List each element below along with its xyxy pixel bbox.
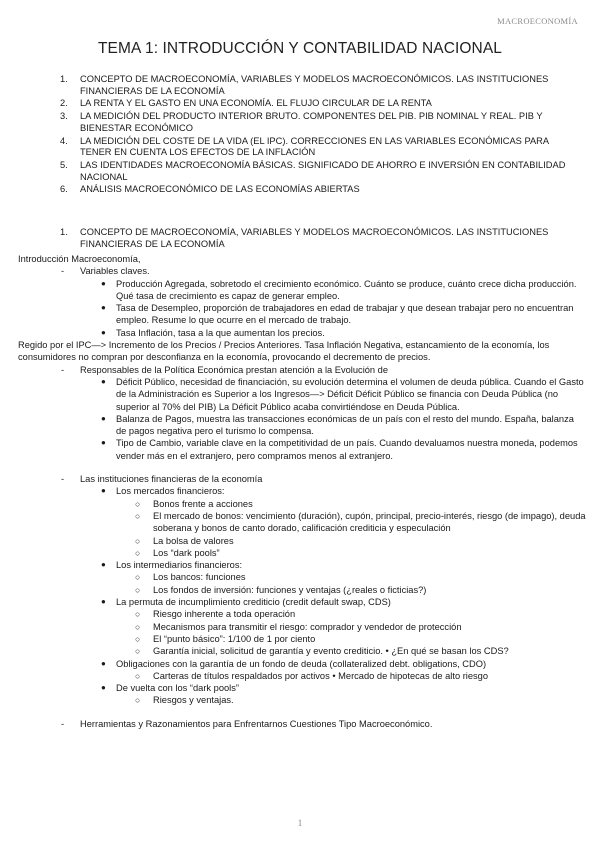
bullet-item: ● Producción Agregada, sobretodo el crecimiento económico. Cuánto se produce, cuánto crece dicha producción. Qué tasa de crecimiento es capaz de generar empleo. [101, 278, 577, 301]
bullet-icon: ● [101, 438, 106, 448]
circle-bullet-icon: ○ [135, 609, 141, 620]
sub-bullet-item: ○ Garantía inicial, solicitud de garantía y evento crediticio. • ¿En qué se basan los CDS? [135, 646, 509, 657]
circle-bullet-icon: ○ [135, 670, 141, 681]
bullet-item: ● De vuelta con los “dark pools” [101, 683, 239, 694]
table-of-contents [60, 74, 580, 197]
sub-bullet-item: ○ La bolsa de valores [135, 535, 234, 546]
sub-bullet-item: ○ El mercado de bonos: vencimiento (duración), cupón, principal, precio-interés, riesgo (de impago), deuda soberana y bonos de canto dorado, calificación crediticia y especulación [135, 510, 586, 534]
circle-bullet-icon: ○ [135, 498, 141, 509]
bullet-item: ● Los intermediarios financieros: [101, 560, 243, 571]
bullet-icon: ● [101, 413, 106, 423]
bullet-icon: ● [101, 278, 106, 288]
bullet-icon: ● [101, 683, 106, 693]
toc-item: 2. LA RENTA Y EL GASTO EN UNA ECONOMÍA. EL FLUJO CIRCULAR DE LA RENTA [60, 98, 432, 109]
circle-bullet-icon: ○ [135, 695, 141, 706]
sub-bullet-item: ○ Mecanismos para transmitir el riesgo: comprador y vendedor de protección [135, 621, 462, 632]
circle-bullet-icon: ○ [135, 535, 141, 546]
page-title: TEMA 1: INTRODUCCIÓN Y CONTABILIDAD NACIONAL [97, 40, 503, 57]
toc-item: 1. CONCEPTO DE MACROECONOMÍA, VARIABLES Y MODELOS MACROECONÓMICOS. LAS INSTITUCIONES FINANCIERAS DE LA ECONOMÍA [60, 74, 549, 96]
ipc-paragraph: Regido por el IPC—> Incremento de los Precios / Precios Anteriores. Tasa Inflación Negativa, estancamiento de la economía, los consumidores no compran por desconfianza en la economía, provocando el decremento de precios. [18, 340, 550, 363]
bullet-item: ● La permuta de incumplimiento crediticio (credit default swap, CDS) [101, 597, 391, 608]
section-body [18, 253, 586, 730]
bullet-icon: ● [101, 560, 106, 570]
running-header: MACROECONOMÍA [497, 16, 578, 26]
sub-bullet-item: ○ Riesgos y ventajas. [135, 695, 234, 706]
bullet-icon: ● [101, 376, 106, 386]
toc-item: 4. LA MEDICIÓN DEL COSTE DE LA VIDA (EL IPC). CORRECCIONES EN LAS VARIABLES ECONÓMICAS PARA TENER EN CUENTA LOS EFECTOS DE LA INFLACIÓN [60, 135, 549, 158]
bullet-icon: ● [101, 658, 106, 668]
section-heading [60, 227, 580, 251]
bullet-item: ● Tasa de Desempleo, proporción de trabajadores en edad de trabajar y que desean trabajar pero no encuentran empleo. Resume lo que ocurre en el mercado de trabajo. [101, 303, 574, 326]
circle-bullet-icon: ○ [135, 572, 141, 583]
sub-bullet-item: ○ Carteras de títulos respaldados por activos • Mercado de hipotecas de alto riesgo [135, 670, 489, 681]
sub-bullet-item: ○ Los “dark pools” [135, 547, 220, 558]
bullet-item: ● Obligaciones con la garantía de un fondo de deuda (collateralized debt. obligations, CDO) [101, 658, 487, 669]
institutions-heading: - Las instituciones financieras de la economía [61, 474, 263, 485]
bullet-item: ● Déficit Público, necesidad de financiación, su evolución determina el volumen de deuda pública. Cuando el Gasto de la Administración es Superior a los Ingresos—> Déficit Déficit Público se financia con Deuda Pública (no superior al 70% del PIB) La Déficit Público acaba convirtiéndose en Deuda Pública. [101, 376, 584, 412]
bullet-item: ● Tasa Inflación, tasa a la que aumentan los precios. [101, 327, 325, 338]
section-heading-item: 1. CONCEPTO DE MACROECONOMÍA, VARIABLES Y MODELOS MACROECONÓMICOS. LAS INSTITUCIONES FINANCIERAS DE LA ECONOMÍA [60, 227, 549, 249]
page-number: 1 [297, 818, 303, 828]
toc-item: 3. LA MEDICIÓN DEL PRODUCTO INTERIOR BRUTO. COMPONENTES DEL PIB. PIB NOMINAL Y REAL. PIB Y BIENESTAR ECONÓMICO [60, 111, 543, 133]
bullet-icon: ● [101, 327, 106, 337]
circle-bullet-icon: ○ [135, 584, 141, 595]
bullet-item: ● Tipo de Cambio, variable clave en la competitividad de un país. Cuando devaluamos nuestra moneda, podemos vender más en el extranjero, pero compramos menos al extranjero. [101, 438, 578, 461]
sub-bullet-item: ○ Los bancos: funciones [135, 572, 246, 583]
circle-bullet-icon: ○ [135, 547, 141, 558]
sub-bullet-item: ○ Bonos frente a acciones [135, 498, 253, 509]
policy-heading: - Responsables de la Política Económica prestan atención a la Evolución de [61, 364, 389, 375]
bullet-item: ● Balanza de Pagos, muestra las transacciones económicas de un país con el resto del mundo. España, balanza de pagos negativa pero el turismo lo compensa. [101, 413, 574, 437]
toc-item: 5. LAS IDENTIDADES MACROECONOMÍA BÁSICAS. SIGNIFICADO DE AHORRO E INVERSIÓN EN CONTABILIDAD NACIONAL [60, 159, 566, 182]
bullet-icon: ● [101, 303, 106, 313]
sub-bullet-item: ○ Riesgo inherente a toda operación [135, 609, 296, 620]
tools-heading: - Herramientas y Razonamientos para Enfrentarnos Cuestiones Tipo Macroeconómico. [61, 718, 433, 729]
intro-line: Introducción Macroeconomía, [18, 254, 141, 264]
sub-bullet-item: ○ Los fondos de inversión: funciones y ventajas (¿reales o ficticias?) [135, 584, 427, 595]
circle-bullet-icon: ○ [135, 633, 141, 644]
circle-bullet-icon: ○ [135, 646, 141, 657]
toc-item: 6. ANÁLISIS MACROECONÓMICO DE LAS ECONOMÍAS ABIERTAS [60, 184, 360, 195]
bullet-item: ● Los mercados financieros: [101, 486, 225, 497]
circle-bullet-icon: ○ [135, 621, 141, 632]
circle-bullet-icon: ○ [135, 510, 141, 521]
bullet-icon: ● [101, 597, 106, 607]
bullet-icon: ● [101, 486, 106, 496]
sub-bullet-item: ○ El “punto básico”: 1/100 de 1 por ciento [135, 633, 316, 644]
variables-heading: - Variables claves. [61, 266, 150, 277]
